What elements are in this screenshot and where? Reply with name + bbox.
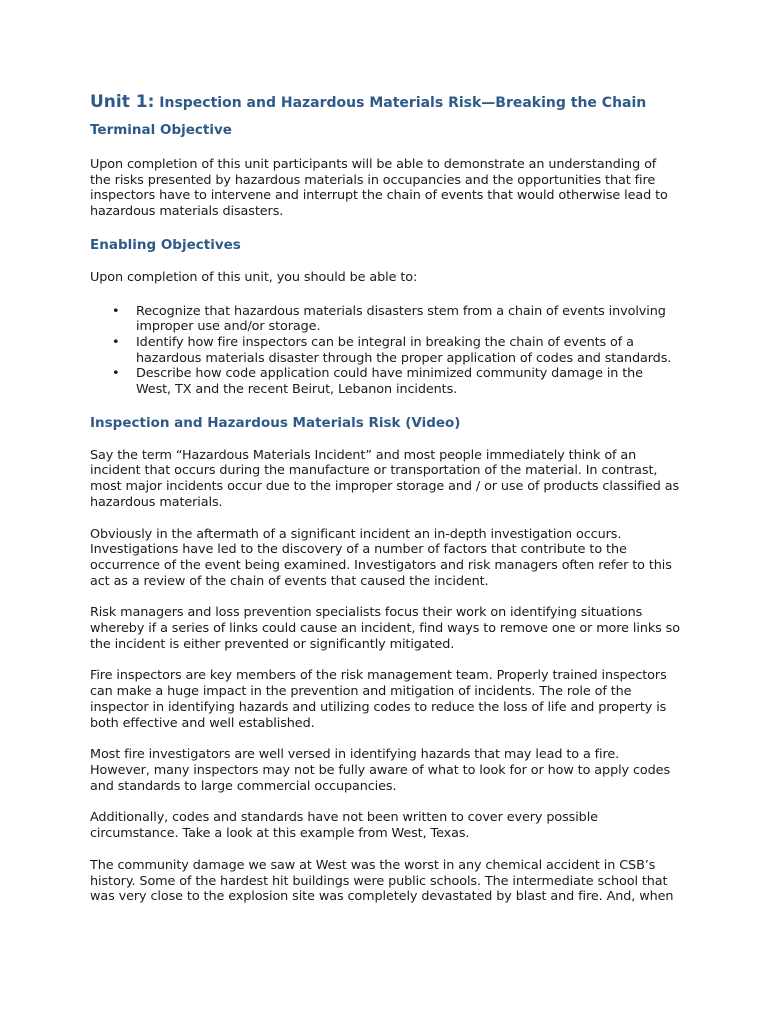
terminal-objective-body: Upon completion of this unit participants will be able to demonstrate an understanding of the risks presented by hazardous materials in occupancies and the opportunities that fire inspectors have to intervene and interrupt the chain of events that would otherwise lead to hazardous materials disasters. <box>90 157 668 220</box>
video-section-heading: Inspection and Hazardous Materials Risk (Video) <box>90 414 461 431</box>
document-page <box>90 92 680 905</box>
list-item: • Identify how fire inspectors can be integral in breaking the chain of events of a hazardous materials disaster through the proper application of codes and standards. <box>112 334 672 366</box>
enabling-objectives-intro: Upon completion of this unit, you should be able to: <box>90 269 418 285</box>
enabling-objectives-list <box>90 304 680 398</box>
paragraph: Most fire investigators are well versed in identifying hazards that may lead to a fire. However, many inspectors may not be fully aware of what to look for or how to apply codes and standards to large commercial occupancies. <box>90 747 671 794</box>
paragraph: Risk managers and loss prevention specialists focus their work on identifying situations whereby if a series of links could cause an incident, find ways to remove one or more links so the incident is either prevented or significantly mitigated. <box>90 605 680 652</box>
terminal-objective-heading: Terminal Objective <box>90 122 232 138</box>
paragraph: Fire inspectors are key members of the risk management team. Properly trained inspectors can make a huge impact in the prevention and mitigation of incidents. The role of the inspector in identifying hazards and utilizing codes to reduce the loss of life and property is both effective and well established. <box>90 668 667 731</box>
page-title <box>90 92 680 113</box>
list-item: • Recognize that hazardous materials disasters stem from a chain of events involving improper use and/or storage. <box>112 303 666 335</box>
bullet-icon: • <box>112 366 120 382</box>
title-text: Inspection and Hazardous Materials Risk—Breaking the Chain <box>159 95 647 111</box>
enabling-objectives-heading: Enabling Objectives <box>90 236 241 253</box>
bullet-icon: • <box>112 303 120 319</box>
list-item: • Describe how code application could have minimized community damage in the West, TX and the recent Beirut, Lebanon incidents. <box>112 366 643 398</box>
unit-label: Unit 1: <box>90 92 155 112</box>
bullet-icon: • <box>112 334 120 350</box>
paragraph: Additionally, codes and standards have not been written to cover every possible circumstance. Take a look at this example from West, Texas. <box>90 810 598 842</box>
paragraph: Obviously in the aftermath of a significant incident an in-depth investigation occurs. Investigations have led to the discovery of a number of factors that contribute to the occurrence of the event being examined. Investigators and risk managers often refer to this act as a review of the chain of events that caused the incident. <box>90 526 672 589</box>
paragraph: The community damage we saw at West was the worst in any chemical accident in CSB’s history. Some of the hardest hit buildings were public schools. The intermediate school that was very close to the explosion site was completely devastated by blast and fire. And, when <box>90 857 674 905</box>
paragraph: Say the term “Hazardous Materials Incident” and most people immediately think of an incident that occurs during the manufacture or transportation of the material. In contrast, most major incidents occur due to the improper storage and / or use of products classified as hazardous materials. <box>90 447 680 510</box>
